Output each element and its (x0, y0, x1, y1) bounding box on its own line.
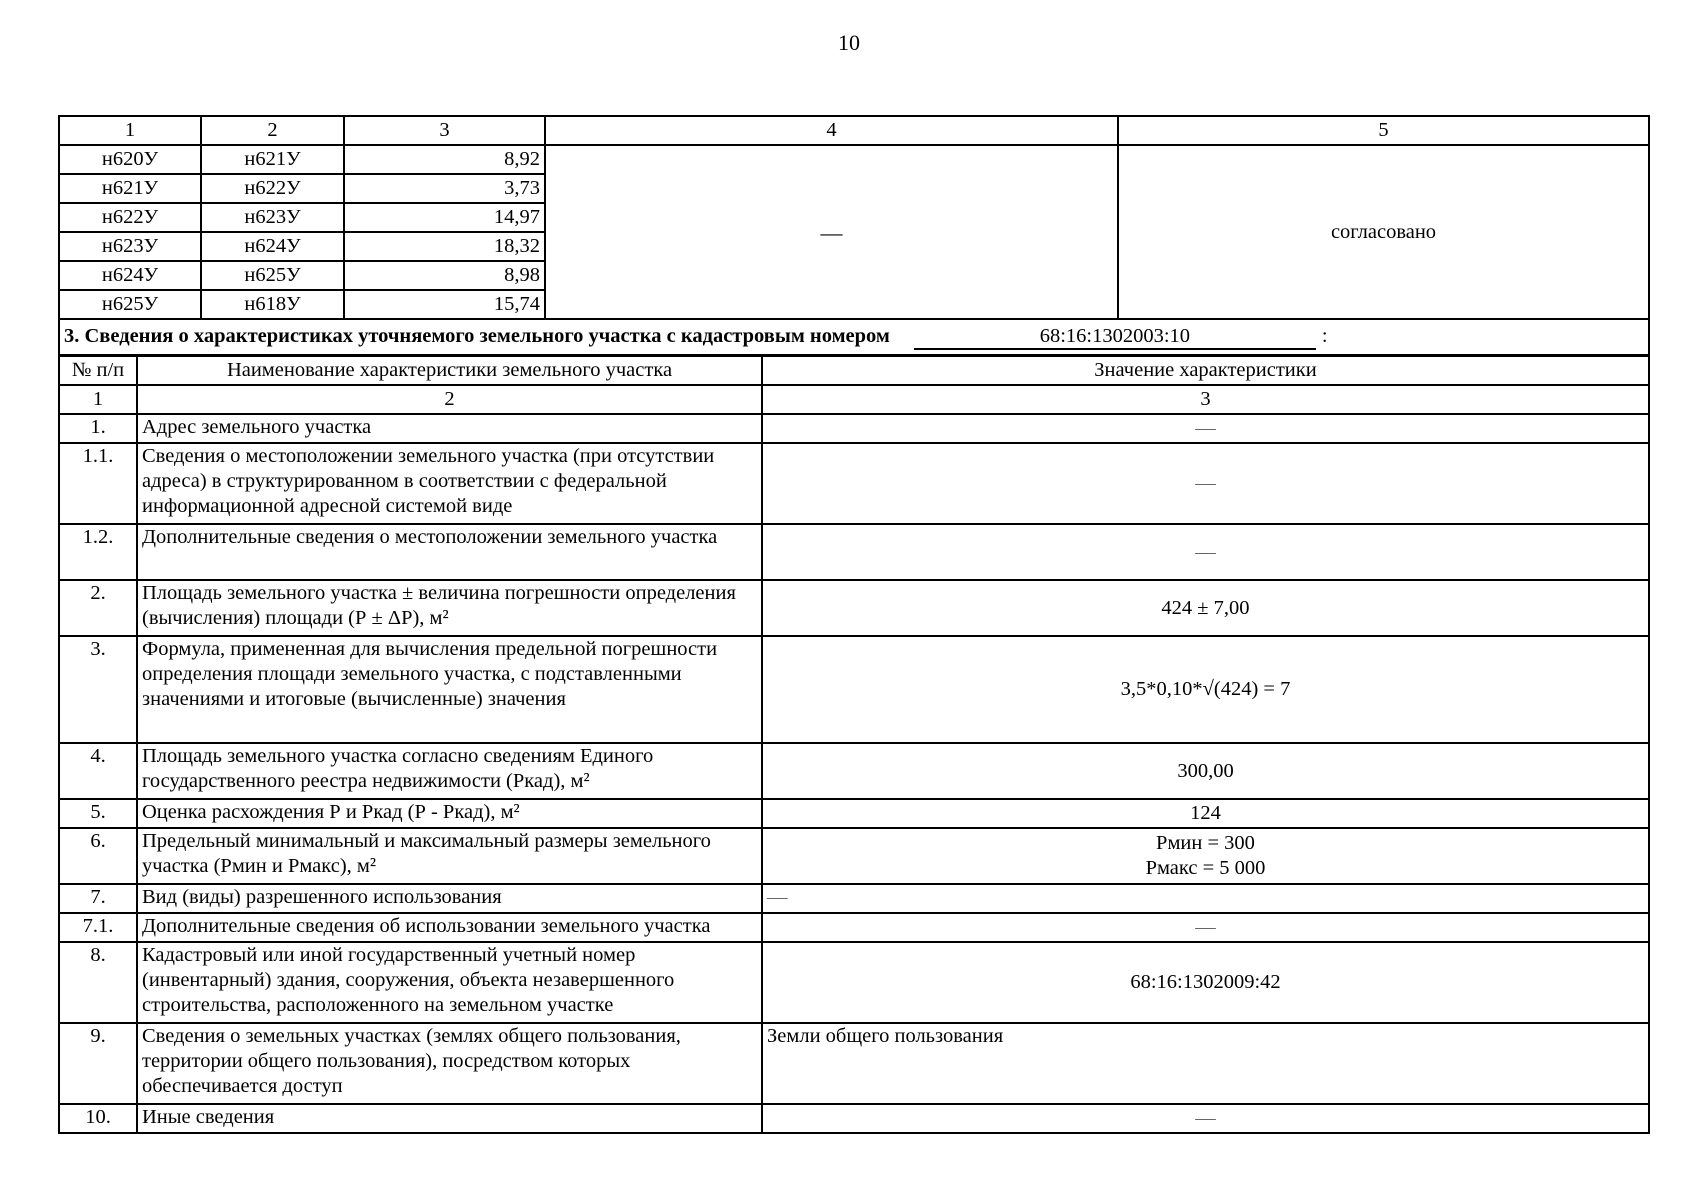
section-title: 3. Сведения о характеристиках уточняемого земельного участка с кадастровым номером (64, 325, 890, 347)
point-to: н624У (201, 232, 344, 261)
row-num: 1. (59, 414, 137, 443)
characteristics-table (58, 355, 1650, 1134)
row-value: — (762, 913, 1649, 942)
point-from: н625У (59, 290, 201, 319)
column-number-row (59, 385, 1649, 414)
row-num: 9. (59, 1023, 137, 1104)
colnum: 3 (762, 385, 1649, 414)
table-header-row (59, 116, 1649, 145)
point-to: н621У (201, 145, 344, 174)
row-value-max: Рмакс = 5 000 (1145, 857, 1266, 879)
boundary-table (58, 115, 1650, 356)
point-to: н622У (201, 174, 344, 203)
point-to: н618У (201, 290, 344, 319)
table-row (59, 913, 1649, 942)
table-header-row (59, 356, 1649, 385)
segment-length: 8,98 (344, 261, 545, 290)
row-value: 124 (762, 799, 1649, 828)
row-value: 3,5*0,10*√(424) = 7 (762, 636, 1649, 743)
row-num: 8. (59, 942, 137, 1023)
header-cell: 2 (201, 116, 344, 145)
table-row (59, 884, 1649, 913)
colnum: 2 (137, 385, 762, 414)
row-num: 7.1. (59, 913, 137, 942)
row-num: 5. (59, 799, 137, 828)
row-value: 68:16:1302009:42 (762, 942, 1649, 1023)
row-name: Адрес земельного участка (137, 414, 762, 443)
row-name: Иные сведения (137, 1104, 762, 1133)
table-row (59, 828, 1649, 884)
colnum: 1 (59, 385, 137, 414)
col4-value: — (545, 145, 1118, 319)
page-number: 10 (838, 30, 860, 55)
point-from: н623У (59, 232, 201, 261)
row-num: 7. (59, 884, 137, 913)
header-cell: 1 (59, 116, 201, 145)
table-row (59, 524, 1649, 580)
table-row (59, 743, 1649, 799)
row-num: 1.2. (59, 524, 137, 580)
row-num: 2. (59, 580, 137, 636)
table-row (59, 799, 1649, 828)
row-value: — (762, 524, 1649, 580)
segment-length: 8,92 (344, 145, 545, 174)
row-num: 1.1. (59, 443, 137, 524)
row-value-min: Рмин = 300 (1156, 832, 1255, 854)
segment-length: 18,32 (344, 232, 545, 261)
row-num: 3. (59, 636, 137, 743)
header-cell: 4 (545, 116, 1118, 145)
point-to: н623У (201, 203, 344, 232)
point-from: н620У (59, 145, 201, 174)
point-to: н625У (201, 261, 344, 290)
row-name: Формула, примененная для вычисления предельной погрешности определения площади земельного участка, с подставленными значениями и итоговые (вычисленные) значения (137, 636, 762, 743)
header-cell: 5 (1118, 116, 1649, 145)
row-value: — (762, 443, 1649, 524)
row-num: 6. (59, 828, 137, 884)
row-name: Предельный минимальный и максимальный размеры земельного участка (Рмин и Рмакс), м² (137, 828, 762, 884)
point-from: н621У (59, 174, 201, 203)
table-row (59, 414, 1649, 443)
row-name: Дополнительные сведения о местоположении земельного участка (137, 524, 762, 580)
header-value: Значение характеристики (762, 356, 1649, 385)
col5-value: согласовано (1118, 145, 1649, 319)
segment-length: 14,97 (344, 203, 545, 232)
row-value: — (762, 884, 1649, 913)
row-num: 10. (59, 1104, 137, 1133)
table-row (59, 580, 1649, 636)
row-value: 424 ± 7,00 (762, 580, 1649, 636)
row-name: Вид (виды) разрешенного использования (137, 884, 762, 913)
row-name: Сведения о земельных участках (землях общего пользования, территории общего пользования), посредством которых обеспечивается доступ (137, 1023, 762, 1104)
row-value: Земли общего пользования (762, 1023, 1649, 1104)
section-title-cell (59, 319, 1649, 355)
header-name: Наименование характеристики земельного участка (137, 356, 762, 385)
row-value: — (762, 1104, 1649, 1133)
section-title-row (59, 319, 1649, 355)
row-name: Оценка расхождения Р и Ркад (Р - Ркад), м² (137, 799, 762, 828)
row-name: Площадь земельного участка ± величина погрешности определения (вычисления) площади (Р ± ΔР), м² (137, 580, 762, 636)
point-from: н622У (59, 203, 201, 232)
row-name: Сведения о местоположении земельного участка (при отсутствии адреса) в структурированном в соответствии с федеральной информационной адресной системой виде (137, 443, 762, 524)
table-row (59, 443, 1649, 524)
table-row (59, 1104, 1649, 1133)
point-from: н624У (59, 261, 201, 290)
segment-length: 15,74 (344, 290, 545, 319)
segment-length: 3,73 (344, 174, 545, 203)
row-value-pair (762, 828, 1649, 884)
colon: : (1321, 325, 1328, 347)
row-num: 4. (59, 743, 137, 799)
row-name: Дополнительные сведения об использовании земельного участка (137, 913, 762, 942)
table-row (59, 942, 1649, 1023)
table-row (59, 636, 1649, 743)
row-value: — (762, 414, 1649, 443)
row-name: Площадь земельного участка согласно сведениям Единого государственного реестра недвижимости (Ркад), м² (137, 743, 762, 799)
row-value: 300,00 (762, 743, 1649, 799)
cadastral-number: 68:16:1302003:10 (914, 324, 1316, 350)
row-name: Кадастровый или иной государственный учетный номер (инвентарный) здания, сооружения, объекта незавершенного строительства, расположенного на земельном участке (137, 942, 762, 1023)
header-cell: 3 (344, 116, 545, 145)
table-row (59, 145, 1649, 174)
table-row (59, 1023, 1649, 1104)
header-num: № п/п (59, 356, 137, 385)
